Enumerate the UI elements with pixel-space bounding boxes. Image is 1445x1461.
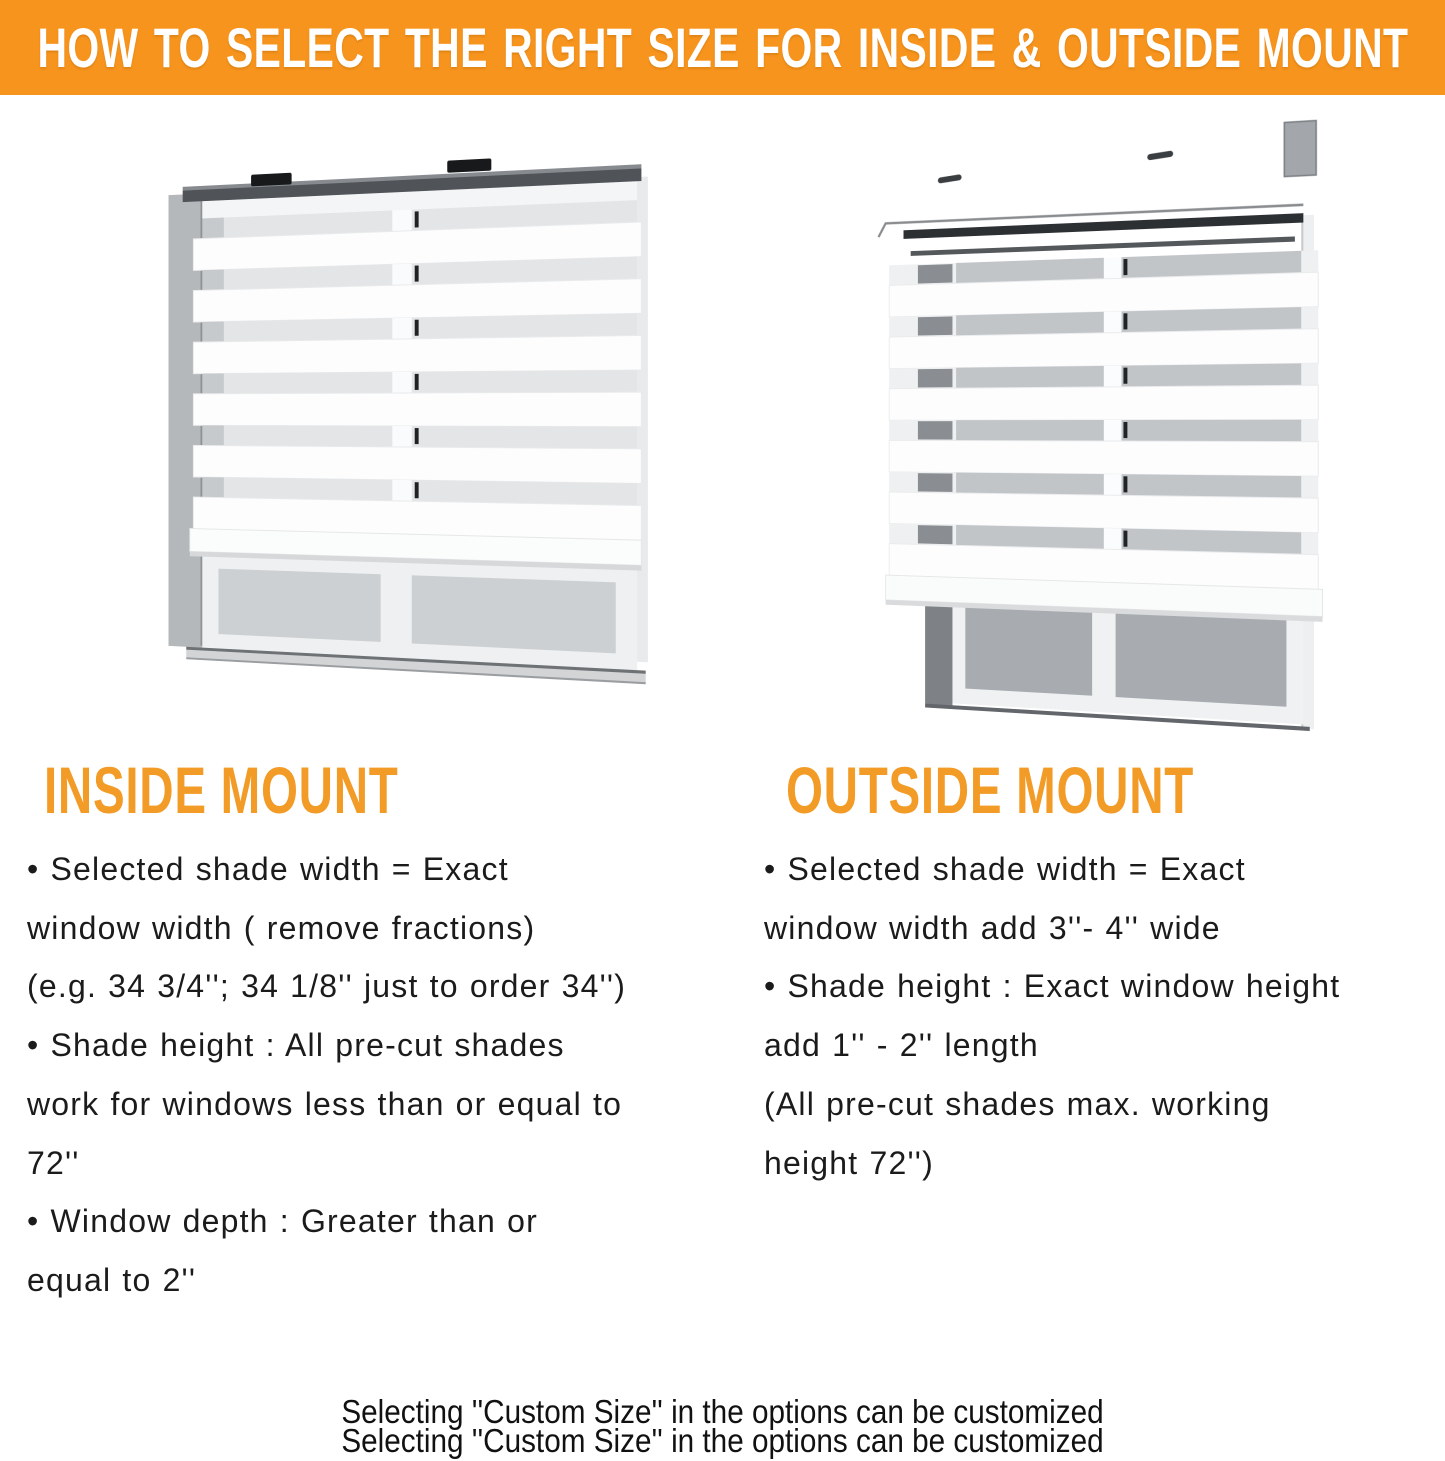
outside-mount-illustration [870,114,1349,737]
spec-line: window width add 3''- 4'' wide [764,909,1221,946]
banner [0,0,1445,95]
inside-mount-specs [27,840,727,1310]
spec-line: • Shade height : Exact window height [764,968,1341,1005]
spec-line: window width ( remove fractions) [27,909,536,946]
glass-pane [965,608,1092,696]
spec-line: 72'' [27,1144,80,1181]
spec-line: add 1'' - 2'' length [764,1027,1039,1064]
mounting-clip [251,173,292,187]
spec-line: • Selected shade width = Exact [27,851,509,887]
spec-line: (All pre-cut shades max. working [764,1085,1271,1122]
zebra-shade [886,250,1323,622]
glass-pane [218,569,380,642]
spec-line: equal to 2'' [27,1261,197,1298]
zebra-shade [190,200,642,571]
footer-note-cutoff [0,1421,1445,1461]
footer-note-text: Selecting ''Custom Size'' in the options can be customized [341,1393,1104,1430]
window-sash [186,556,645,684]
mounting-bracket [1284,121,1316,177]
spec-line: (e.g. 34 3/4''; 34 1/8'' just to order 34'') [27,968,627,1005]
mounting-clip [447,158,491,172]
glass-pane [1116,614,1287,707]
banner-title: HOW TO SELECT THE RIGHT SIZE FOR INSIDE & OUTSIDE MOUNT [37,16,1408,79]
window-sash [925,606,1310,731]
spec-line: • Window depth : Greater than or [27,1203,538,1240]
screw-mark [938,174,962,184]
spec-line: • Shade height : All pre-cut shades [27,1027,565,1064]
spec-line: work for windows less than or equal to [27,1085,623,1122]
glass-pane [412,575,616,653]
spec-line: • Selected shade width = Exact [764,851,1246,887]
inside-mount-illustration [169,134,662,689]
footer-note-cutoff-text: Selecting ''Custom Size'' in the options can be customized [341,1422,1104,1459]
inside-mount-heading: INSIDE MOUNT [44,753,399,827]
screw-mark [1147,150,1173,160]
outside-mount-specs [764,840,1444,1192]
spec-line: height 72'') [764,1144,934,1181]
outside-mount-heading: OUTSIDE MOUNT [786,753,1194,827]
